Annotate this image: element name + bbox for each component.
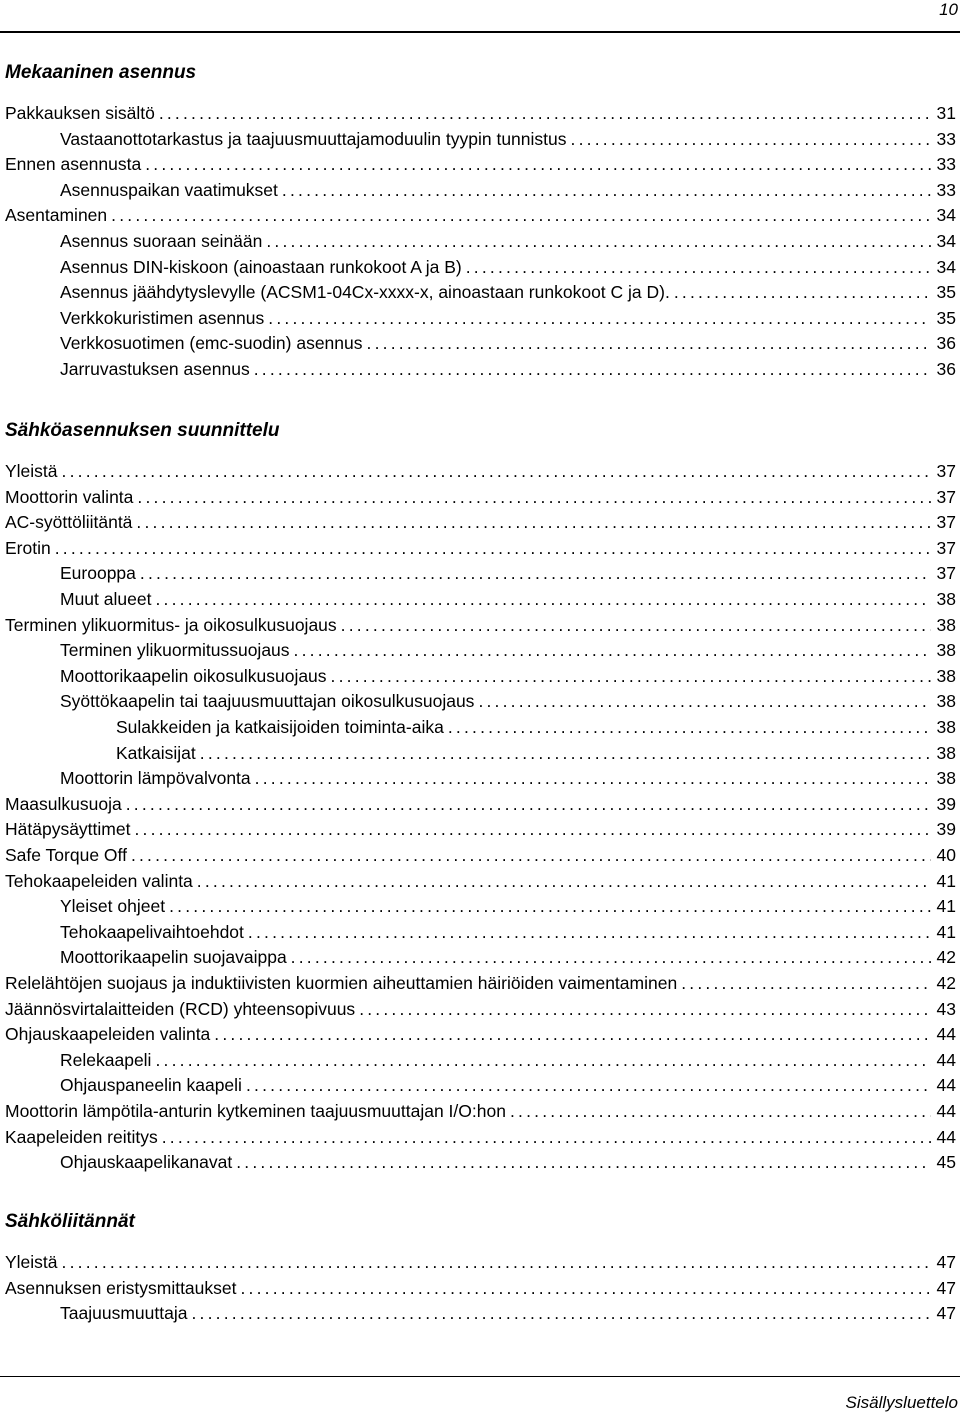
toc-entry-page: 39: [936, 793, 956, 814]
toc-entry[interactable]: [0, 739, 956, 764]
toc-entry[interactable]: [0, 713, 956, 738]
toc-entry[interactable]: [0, 1020, 956, 1045]
toc-entry-label: AC-syöttöliitäntä: [5, 512, 133, 533]
toc-entry-label: Moottorikaapelin oikosulkusuojaus: [60, 665, 327, 686]
toc-entry-page: 33: [936, 179, 956, 200]
toc-entry-label: Jarruvastuksen asennus: [60, 359, 250, 379]
toc-entry-label: Katkaisijat: [116, 742, 196, 763]
dot-leader: [236, 1151, 930, 1173]
toc-entry-page: 38: [936, 665, 956, 686]
toc-entry[interactable]: [0, 534, 956, 559]
toc-entry[interactable]: [0, 508, 956, 533]
dot-leader: [55, 537, 931, 559]
toc-entry[interactable]: [0, 201, 956, 226]
toc-entry-label: Asennus jäähdytyslevylle (ACSM1-04Cx-xxxx-x, ainoastaan runkokoot C ja D).: [60, 282, 670, 303]
toc-entry-page: 43: [936, 998, 956, 1019]
toc-entry[interactable]: [0, 764, 956, 789]
page-number: 10: [939, 0, 958, 19]
dot-leader: [266, 230, 930, 252]
dot-leader: [448, 716, 931, 738]
dot-leader: [62, 460, 931, 482]
toc-entry-page: 38: [936, 742, 956, 763]
dot-leader: [162, 1126, 931, 1148]
toc-entry-label: Tehokaapelivaihtoehdot: [60, 921, 244, 942]
toc-entry-label: Moottorin valinta: [5, 486, 134, 507]
toc-entry-page: 37: [936, 512, 956, 533]
toc-entry-page: 45: [936, 1152, 956, 1173]
toc-entry[interactable]: [0, 457, 956, 482]
toc-entry[interactable]: [0, 150, 956, 175]
toc-entry[interactable]: [0, 1274, 956, 1299]
toc-entry-label: Eurooppa: [60, 563, 136, 584]
dot-leader: [134, 818, 930, 840]
toc-entry[interactable]: [0, 227, 956, 252]
dot-leader: [155, 588, 930, 610]
toc-entry-label: Muut alueet: [60, 589, 152, 609]
toc-entry-page: 35: [936, 282, 956, 303]
toc-entry-page: 34: [936, 205, 956, 226]
toc-entry-label: Terminen ylikuormitus- ja oikosulkusuojaus: [5, 614, 337, 635]
toc-entry-label: Ohjauskaapelikanavat: [60, 1152, 233, 1173]
toc-entry[interactable]: [0, 483, 956, 508]
footer-title: Sisällysluettelo: [845, 1393, 958, 1412]
dot-leader: [131, 844, 931, 866]
toc-entry-label: Pakkauksen sisältö: [5, 103, 155, 123]
toc-entry-label: Asennus DIN-kiskoon (ainoastaan runkokoot A ja B): [60, 256, 462, 277]
dot-leader: [282, 179, 931, 201]
toc-entry-label: Taajuusmuuttaja: [60, 1303, 188, 1324]
toc-entry[interactable]: [0, 1097, 956, 1122]
toc-entry[interactable]: [0, 662, 956, 687]
toc-entry-page: 36: [936, 359, 956, 379]
toc-entry[interactable]: [0, 1148, 956, 1173]
toc-entry-page: 41: [936, 870, 956, 891]
dot-leader: [510, 1100, 931, 1122]
dot-leader: [241, 1277, 931, 1299]
dot-leader: [255, 767, 931, 789]
toc-entry-label: Hätäpysäyttimet: [5, 819, 131, 840]
dot-leader: [111, 204, 930, 226]
toc-entry-page: 38: [936, 768, 956, 789]
dot-leader: [140, 562, 931, 584]
dot-leader: [197, 870, 931, 892]
toc-entry-page: 34: [936, 256, 956, 277]
toc-entry-label: Asentaminen: [5, 205, 108, 226]
toc-entry-label: Tehokaapeleiden valinta: [5, 870, 193, 891]
toc-entry-page: 38: [936, 589, 956, 609]
toc-entry-label: Terminen ylikuormitussuojaus: [60, 640, 290, 661]
toc-entry-page: 44: [936, 1049, 956, 1070]
toc-entry-page: 42: [936, 973, 956, 993]
toc-entry-page: 42: [936, 947, 956, 968]
dot-leader: [466, 256, 931, 278]
toc-entry-label: Erotin: [5, 537, 51, 558]
toc-entry-label: Relelähtöjen suojaus ja induktiivisten kuormien aiheuttamien häiriöiden vaimentaminen: [5, 973, 678, 993]
toc-entry[interactable]: [0, 585, 956, 610]
toc-entry[interactable]: [0, 687, 956, 712]
toc-entry-label: Syöttökaapelin tai taajuusmuuttajan oikosulkusuojaus: [60, 691, 475, 712]
toc-entry[interactable]: [0, 1123, 956, 1148]
toc-entry-page: 47: [936, 1303, 956, 1324]
dot-leader: [248, 921, 931, 943]
toc-entry[interactable]: [0, 559, 956, 584]
toc-entry-label: Verkkosuotimen (emc-suodin) asennus: [60, 333, 363, 354]
toc-entry-page: 44: [936, 1126, 956, 1147]
toc-entry[interactable]: [0, 99, 956, 124]
dot-leader: [291, 946, 931, 968]
dot-leader: [145, 153, 930, 175]
dot-leader: [136, 511, 930, 533]
toc-entry[interactable]: [0, 636, 956, 661]
dot-leader: [341, 614, 931, 636]
toc-entry[interactable]: [0, 1071, 956, 1096]
toc-entry-page: 40: [936, 845, 956, 865]
dot-leader: [159, 102, 931, 124]
dot-leader: [155, 1049, 930, 1071]
toc-entry-label: Moottorin lämpövalvonta: [60, 768, 251, 789]
section-title: Sähköasennuksen suunnittelu: [5, 420, 280, 441]
toc-entry-label: Asennus suoraan seinään: [60, 231, 263, 251]
toc-entry[interactable]: [0, 329, 956, 354]
toc-entry-page: 37: [936, 486, 956, 507]
dot-leader: [674, 281, 931, 303]
dot-leader: [359, 998, 930, 1020]
toc-entry-label: Asennuksen eristysmittaukset: [5, 1277, 237, 1298]
toc-entry[interactable]: [0, 611, 956, 636]
toc-entry-page: 31: [936, 103, 956, 123]
toc-entry-page: 38: [936, 640, 956, 661]
toc-entry[interactable]: [0, 355, 956, 380]
toc-entry-label: Yleiset ohjeet: [60, 896, 166, 917]
dot-leader: [571, 128, 931, 150]
toc-entry-label: Jäännösvirtalaitteiden (RCD) yhteensopivuus: [5, 998, 356, 1019]
toc-entry[interactable]: [0, 790, 956, 815]
toc-entry-page: 36: [936, 333, 956, 354]
toc-entry-label: Safe Torque Off: [5, 845, 127, 865]
toc-entry-label: Maasulkusuoja: [5, 793, 122, 814]
dot-leader: [62, 1251, 931, 1273]
toc-entry-label: Ohjauskaapeleiden valinta: [5, 1024, 211, 1045]
toc-entry-label: Relekaapeli: [60, 1049, 152, 1070]
toc-entry-label: Verkkokuristimen asennus: [60, 307, 265, 328]
toc-entry-label: Moottorikaapelin suojavaippa: [60, 947, 287, 968]
dot-leader: [294, 639, 931, 661]
dot-leader: [331, 665, 931, 687]
footer-rule: [0, 1376, 960, 1377]
toc-entry-label: Yleistä: [5, 461, 58, 481]
toc-entry[interactable]: [0, 841, 956, 866]
toc-entry-page: 38: [936, 614, 956, 635]
toc-entry-label: Moottorin lämpötila-anturin kytkeminen taajuusmuuttajan I/O:hon: [5, 1101, 506, 1121]
toc-entry-label: Vastaanottotarkastus ja taajuusmuuttajamoduulin tyypin tunnistus: [60, 128, 567, 149]
toc-entry[interactable]: [0, 918, 956, 943]
dot-leader: [191, 1302, 930, 1324]
toc-entry-page: 38: [936, 691, 956, 712]
dot-leader: [200, 742, 931, 764]
toc-entry[interactable]: [0, 1248, 956, 1273]
toc-entry[interactable]: [0, 995, 956, 1020]
toc-entry-label: Asennuspaikan vaatimukset: [60, 179, 278, 200]
dot-leader: [254, 358, 931, 380]
toc-entry-page: 38: [936, 717, 956, 737]
toc-entry-page: 44: [936, 1075, 956, 1096]
toc-entry[interactable]: [0, 969, 956, 994]
dot-leader: [268, 307, 930, 329]
toc-entry-label: Kaapeleiden reititys: [5, 1126, 158, 1147]
dot-leader: [126, 793, 931, 815]
toc-entry-page: 33: [936, 128, 956, 149]
toc-entry-page: 41: [936, 896, 956, 917]
dot-leader: [137, 486, 930, 508]
toc-entry-page: 44: [936, 1024, 956, 1045]
dot-leader: [478, 690, 930, 712]
toc-entry[interactable]: [0, 1299, 956, 1324]
toc-entry[interactable]: [0, 1046, 956, 1071]
dot-leader: [246, 1074, 931, 1096]
section-title: Mekaaninen asennus: [5, 62, 197, 83]
toc-entry[interactable]: [0, 278, 956, 303]
section-title: Sähköliitännät: [5, 1211, 135, 1232]
header-rule: [0, 31, 960, 33]
toc-entry-page: 37: [936, 461, 956, 481]
toc-entry-label: Ohjauspaneelin kaapeli: [60, 1075, 242, 1096]
dot-leader: [169, 895, 930, 917]
toc-entry[interactable]: [0, 176, 956, 201]
toc-entry-page: 44: [936, 1101, 956, 1121]
toc-entry-page: 35: [936, 307, 956, 328]
toc-entry-page: 41: [936, 921, 956, 942]
toc-entry-page: 37: [936, 537, 956, 558]
toc-entry[interactable]: [0, 125, 956, 150]
toc-entry-page: 34: [936, 231, 956, 251]
toc-entry-label: Yleistä: [5, 1252, 58, 1272]
toc-entry[interactable]: [0, 253, 956, 278]
toc-entry[interactable]: [0, 815, 956, 840]
toc-entry-page: 37: [936, 563, 956, 584]
toc-entry[interactable]: [0, 892, 956, 917]
dot-leader: [367, 332, 931, 354]
toc-entry-page: 47: [936, 1252, 956, 1272]
toc-entry-page: 39: [936, 819, 956, 840]
toc-entry[interactable]: [0, 943, 956, 968]
toc-entry[interactable]: [0, 867, 956, 892]
toc-entry-page: 47: [936, 1277, 956, 1298]
toc-entry-label: Ennen asennusta: [5, 154, 142, 175]
toc-entry-page: 33: [936, 154, 956, 175]
toc-entry-label: Sulakkeiden ja katkaisijoiden toiminta-aika: [116, 717, 444, 737]
toc-entry[interactable]: [0, 304, 956, 329]
dot-leader: [681, 972, 930, 994]
dot-leader: [214, 1023, 930, 1045]
